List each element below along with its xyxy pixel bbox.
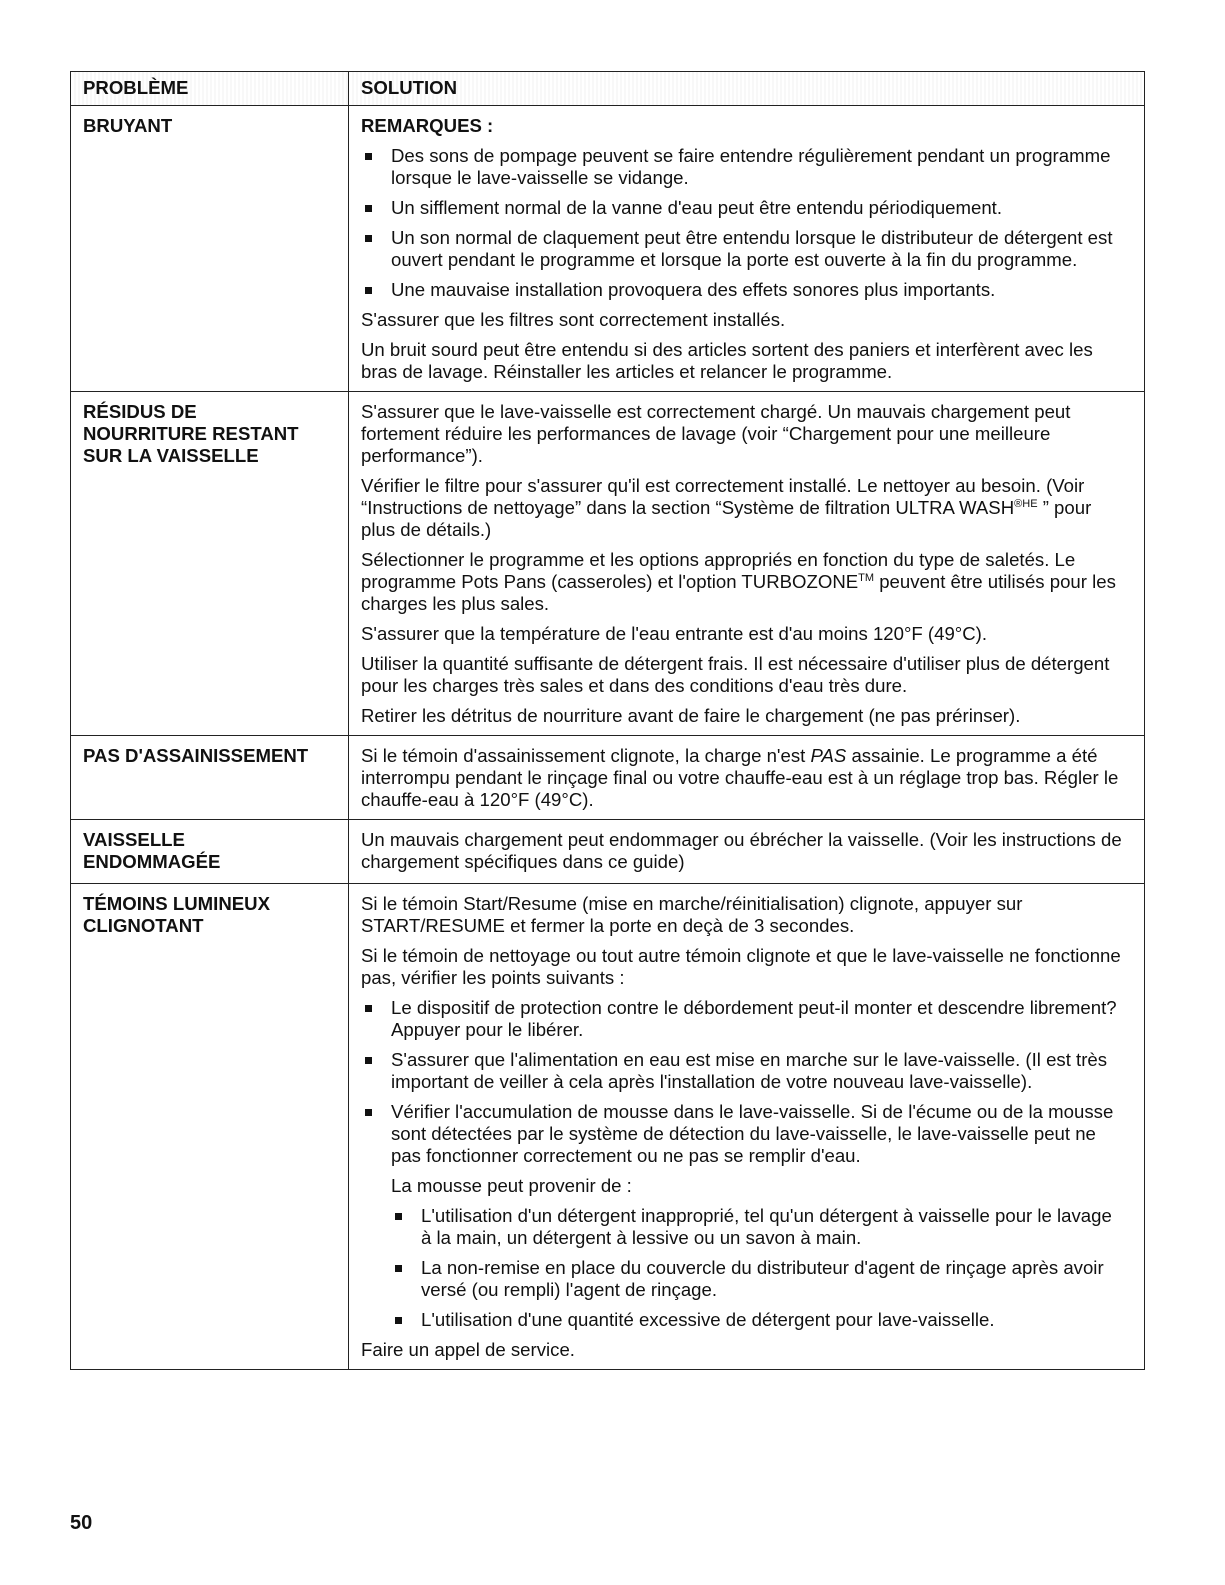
square-bullet-icon — [365, 153, 372, 160]
list-item-text: Des sons de pompage peuvent se faire entendre régulièrement pendant un programme lorsque le lave-vaisselle se vidange. — [391, 145, 1111, 188]
list-item — [361, 145, 1126, 189]
list-item — [391, 1205, 1126, 1249]
solution-cell — [349, 884, 1145, 1370]
solution-paragraph: S'assurer que la température de l'eau entrante est d'au moins 120°F (49°C). — [361, 623, 988, 644]
list-item-text: L'utilisation d'une quantité excessive de détergent pour lave-vaisselle. — [421, 1309, 995, 1330]
list-item — [361, 997, 1126, 1041]
troubleshooting-table — [70, 71, 1145, 1370]
problem-title: RÉSIDUS DE — [83, 401, 197, 422]
list-item-text: La non-remise en place du couvercle du distributeur d'agent de rinçage après avoir versé (ou rempli) l'agent de rinçage. — [421, 1257, 1104, 1300]
problem-title: SUR LA VAISSELLE — [83, 445, 259, 466]
list-item — [361, 1101, 1126, 1331]
solution-paragraph: Un mauvais chargement peut endommager ou ébrécher la vaisselle. (Voir les instructions de chargement spécifiques dans ce guide) — [361, 829, 1122, 872]
problem-title: NOURRITURE RESTANT — [83, 423, 299, 444]
table-header-row — [71, 72, 1145, 106]
problem-cell — [71, 392, 349, 736]
solution-paragraph — [361, 549, 1126, 615]
problem-cell — [71, 106, 349, 392]
solution-paragraph: Un bruit sourd peut être entendu si des articles sortent des paniers et interfèrent avec les bras de lavage. Réinstaller les articles et relancer le programme. — [361, 339, 1093, 382]
paragraph-text: Si le témoin d'assainissement clignote, la charge n'est — [361, 745, 811, 766]
list-item-text: Vérifier l'accumulation de mousse dans le lave-vaisselle. Si de l'écume ou de la mousse sont détectées par le système de détection du lave-vaisselle, le lave-vaisselle peut ne pas fonctionner correctement ou ne pas se remplir d'eau. — [391, 1101, 1114, 1166]
list-item-text: S'assurer que l'alimentation en eau est mise en marche sur le lave-vaisselle. (Il est très important de veiller à cela après l'installation de votre nouveau lave-vaisselle). — [391, 1049, 1108, 1092]
mousse-block — [391, 1175, 1126, 1331]
paragraph-text: ” pour plus de détails.) — [361, 497, 1092, 540]
square-bullet-icon — [365, 287, 372, 294]
problem-title: PAS D'ASSAINISSEMENT — [83, 745, 309, 766]
paragraph-text: Sélectionner le programme et les options appropriés en fonction du type de saletés. Le programme Pots Pans (casseroles) et l'option TURBOZONE — [361, 549, 1076, 592]
solution-paragraph: S'assurer que le lave-vaisselle est correctement chargé. Un mauvais chargement peut fortement réduire les performances de lavage (voir “Chargement pour une meilleure performance”). — [361, 401, 1071, 466]
trademark-mark: TM — [858, 571, 875, 584]
list-item — [361, 227, 1126, 271]
mousse-causes-list — [391, 1205, 1126, 1331]
solution-cell — [349, 106, 1145, 392]
list-item-text: L'utilisation d'un détergent inapproprié, tel qu'un détergent à vaisselle pour le lavage à la main, un détergent à lessive ou un savon à main. — [421, 1205, 1112, 1248]
square-bullet-icon — [395, 1317, 402, 1324]
problem-title: ENDOMMAGÉE — [83, 851, 221, 872]
list-item — [361, 197, 1126, 219]
square-bullet-icon — [365, 1057, 372, 1064]
table-row — [71, 820, 1145, 884]
problem-cell — [71, 736, 349, 820]
header-probleme: PROBLÈME — [71, 72, 349, 106]
paragraph-text: Vérifier le filtre pour s'assurer qu'il est correctement installé. Le nettoyer au besoin. (Voir “Instructions de nettoyage” dans la section “Système de filtration ULTRA WASH — [361, 475, 1085, 518]
remarques-list — [361, 145, 1126, 301]
list-item — [361, 1049, 1126, 1093]
emphasis-text: PAS — [810, 745, 847, 766]
solution-cell — [349, 392, 1145, 736]
list-item — [391, 1257, 1126, 1301]
table-row — [71, 884, 1145, 1370]
paragraph-text: peuvent être utilisés pour les charges les plus sales. — [361, 571, 1116, 614]
list-item — [361, 279, 1126, 301]
problem-title: BRUYANT — [83, 115, 173, 136]
square-bullet-icon — [395, 1213, 402, 1220]
troubleshooting-page — [70, 71, 1144, 1370]
checklist — [361, 997, 1126, 1331]
list-item-text: Le dispositif de protection contre le débordement peut-il monter et descendre librement? Appuyer pour le libérer. — [391, 997, 1117, 1040]
square-bullet-icon — [365, 1005, 372, 1012]
problem-title: VAISSELLE — [83, 829, 185, 850]
solution-cell — [349, 736, 1145, 820]
list-item-text: Un son normal de claquement peut être entendu lorsque le distributeur de détergent est ouvert pendant le programme et lorsque la porte est ouverte à la fin du programme. — [391, 227, 1113, 270]
remarques-heading: REMARQUES : — [361, 115, 494, 136]
problem-title: CLIGNOTANT — [83, 915, 204, 936]
problem-title: TÉMOINS LUMINEUX — [83, 893, 270, 914]
page-number: 50 — [70, 1512, 93, 1534]
solution-paragraph: Si le témoin de nettoyage ou tout autre témoin clignote et que le lave-vaisselle ne fonctionne pas, vérifier les points suivants : — [361, 945, 1121, 988]
table-row — [71, 736, 1145, 820]
square-bullet-icon — [365, 205, 372, 212]
solution-paragraph — [361, 475, 1126, 541]
square-bullet-icon — [365, 1109, 372, 1116]
header-solution: SOLUTION — [349, 72, 1145, 106]
list-item — [391, 1309, 1126, 1331]
problem-cell — [71, 820, 349, 884]
list-item-text: Une mauvaise installation provoquera des effets sonores plus importants. — [391, 279, 996, 300]
solution-paragraph: Retirer les détritus de nourriture avant de faire le chargement (ne pas prérinser). — [361, 705, 1021, 726]
square-bullet-icon — [395, 1265, 402, 1272]
problem-cell — [71, 884, 349, 1370]
trademark-mark: ®HE — [1014, 497, 1038, 510]
solution-paragraph — [361, 745, 1126, 811]
solution-cell — [349, 820, 1145, 884]
square-bullet-icon — [365, 235, 372, 242]
mousse-intro: La mousse peut provenir de : — [391, 1175, 632, 1196]
solution-paragraph: S'assurer que les filtres sont correctement installés. — [361, 309, 786, 330]
solution-paragraph: Faire un appel de service. — [361, 1339, 575, 1360]
paragraph-text: assainie. Le programme a été interrompu pendant le rinçage final ou votre chauffe-eau est à un réglage trop bas. Régler le chauffe-eau à 120°F (49°C). — [361, 745, 1119, 810]
table-row — [71, 106, 1145, 392]
table-row — [71, 392, 1145, 736]
solution-paragraph: Si le témoin Start/Resume (mise en marche/réinitialisation) clignote, appuyer sur START/RESUME et fermer la porte en deçà de 3 secondes. — [361, 893, 1023, 936]
solution-paragraph: Utiliser la quantité suffisante de détergent frais. Il est nécessaire d'utiliser plus de détergent pour les charges très sales et dans des conditions d'eau très dure. — [361, 653, 1110, 696]
list-item-text: Un sifflement normal de la vanne d'eau peut être entendu périodiquement. — [391, 197, 1003, 218]
